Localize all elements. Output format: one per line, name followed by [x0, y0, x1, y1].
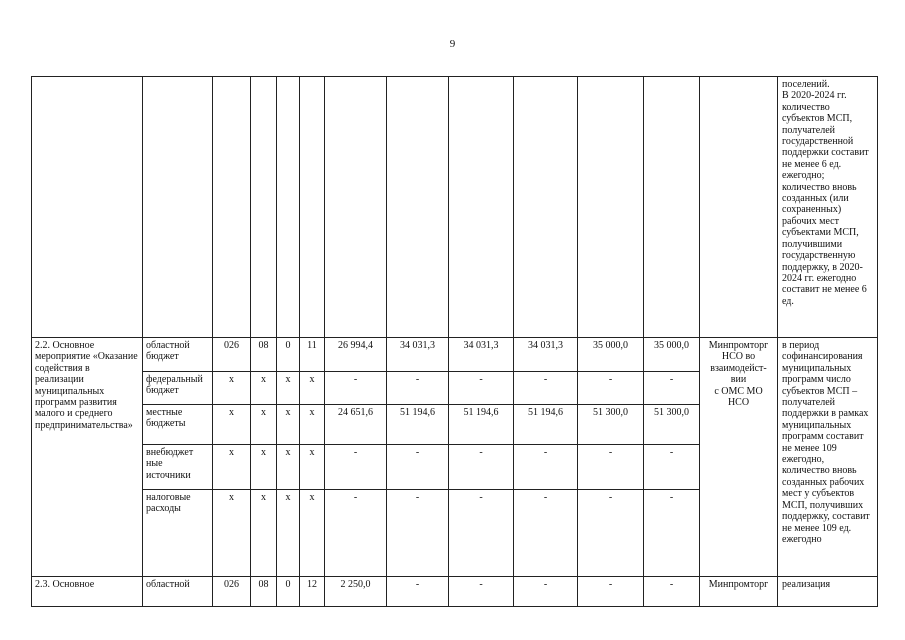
- funding-source: местные бюджеты: [143, 405, 213, 445]
- funding-source: областной: [143, 577, 213, 607]
- funding-source: областной бюджет: [143, 338, 213, 372]
- expected-result-cell: поселений. В 2020-2024 гг. количество субъектов МСП, получателей государственной поддержки составит не менее 6 ед. ежегодно; количество вновь созданных (или сохраненных) рабочих мест субъектами МСП, получившими государственную поддержку, в 2020-2024 гг. ежегодно составит не менее 6 ед.: [778, 77, 878, 338]
- funding-source: внебюджет ные источники: [143, 445, 213, 490]
- executor-cell: Минпромторг: [700, 577, 778, 607]
- table-row: внебюджет ные источники х х х х - - - - - -: [32, 445, 878, 490]
- table-row: местные бюджеты х х х х 24 651,6 51 194,6 51 194,6 51 194,6 51 300,0 51 300,0: [32, 405, 878, 445]
- program-table: [31, 76, 878, 607]
- funding-source: налоговые расходы: [143, 490, 213, 577]
- expected-result-cell: в период софинансирования муниципальных программ число субъектов МСП – получателей поддержки в рамках муниципальных программ составит не менее 109 ежегодно, количество вновь созданных рабочих мест у субъектов МСП, получивших поддержку, составит не менее 109 ед. ежегодно: [778, 338, 878, 577]
- table-row: налоговые расходы х х х х - - - - - -: [32, 490, 878, 577]
- executor-cell: Минпромторг НСО во взаимодейст-вии с ОМС МО НСО: [700, 338, 778, 577]
- expected-result-cell: реализация: [778, 577, 878, 607]
- table-row: федеральный бюджет х х х х - - - - - -: [32, 372, 878, 405]
- continuation-row: [32, 77, 878, 338]
- funding-source: федеральный бюджет: [143, 372, 213, 405]
- measure-name-cell: 2.2. Основное мероприятие «Оказание содействия в реализации муниципальных программ развития малого и среднего предпринимательства»: [32, 338, 143, 577]
- measure-name-cell: 2.3. Основное: [32, 577, 143, 607]
- table-row: 2.3. Основное областной 026 08 0 12 2 250,0 - - - - - Минпромторг реализация: [32, 577, 878, 607]
- page-number: 9: [449, 38, 456, 50]
- table-row: 2.2. Основное мероприятие «Оказание содействия в реализации муниципальных программ развития малого и среднего предпринимательства» областной бюджет 026 08 0 11 26 994,4 34 031,3 34 031,3 34 031,3 35 000,0 35 000,0 Минпромторг НСО во взаимодейст-вии с ОМС МО НСО в период софинансирования муниципальных программ число субъектов МСП – получателей поддержки в рамках муниципальных программ составит не менее 109 ежегодно, количество вновь созданных рабочих мест у субъектов МСП, получивших поддержку, составит не менее 109 ед. ежегодно: [32, 338, 878, 372]
